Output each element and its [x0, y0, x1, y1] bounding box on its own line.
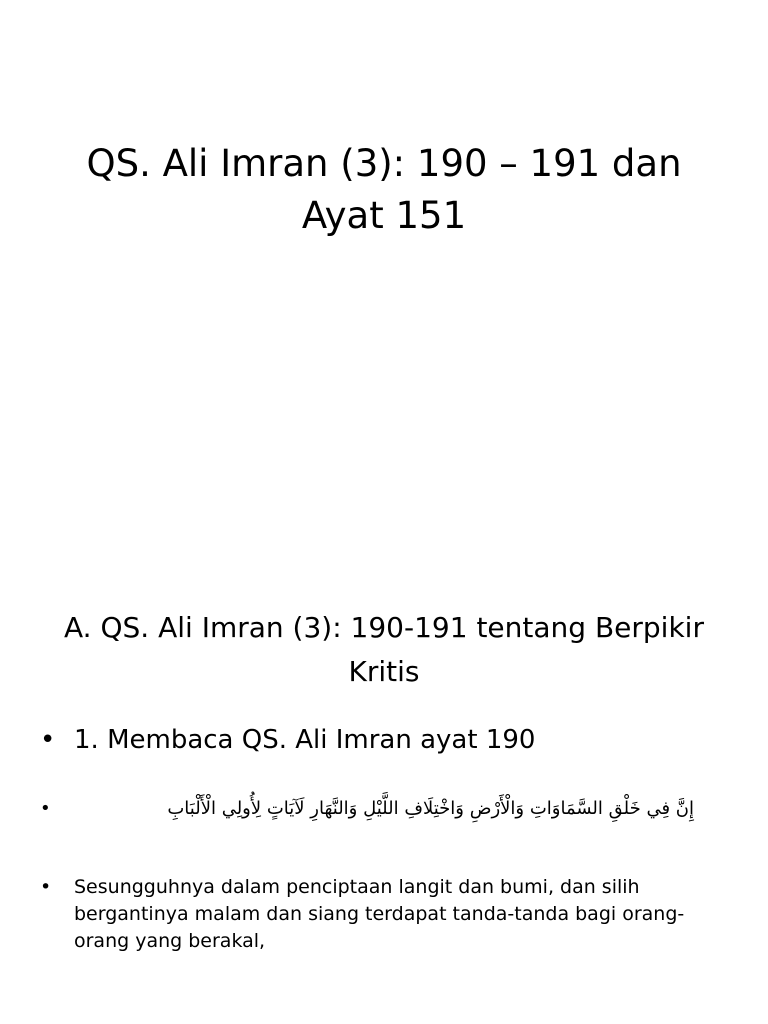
bullet-text: 1. Membaca QS. Ali Imran ayat 190 [74, 725, 536, 755]
list-item [40, 724, 720, 756]
section-heading [20, 606, 748, 694]
heading-line-1: A. QS. Ali Imran (3): 190-191 tentang Berpikir [64, 611, 704, 644]
bullet-marker: • [40, 876, 52, 898]
title-line-1: QS. Ali Imran (3): 190 – 191 dan [86, 142, 682, 185]
slide-title [40, 138, 728, 242]
heading-line-2: Kritis [348, 655, 420, 688]
arabic-verse-text: إِنَّ فِي خَلْقِ السَّمَاوَاتِ وَالْأَرْضِ وَاخْتِلَافِ اللَّيْلِ وَالنَّهَارِ لَآيَاتٍ لِأُولِي الْأَلْبَابِ [167, 798, 694, 819]
title-line-2: Ayat 151 [301, 194, 467, 237]
bullet-marker: • [40, 798, 51, 819]
list-item [40, 874, 720, 955]
translation-text: Sesungguhnya dalam penciptaan langit dan bumi, dan silih bergantinya malam dan siang terdapat tanda-tanda bagi orang-orang yang berakal, [74, 876, 685, 952]
list-item [40, 792, 720, 826]
bullet-marker: • [40, 725, 56, 755]
